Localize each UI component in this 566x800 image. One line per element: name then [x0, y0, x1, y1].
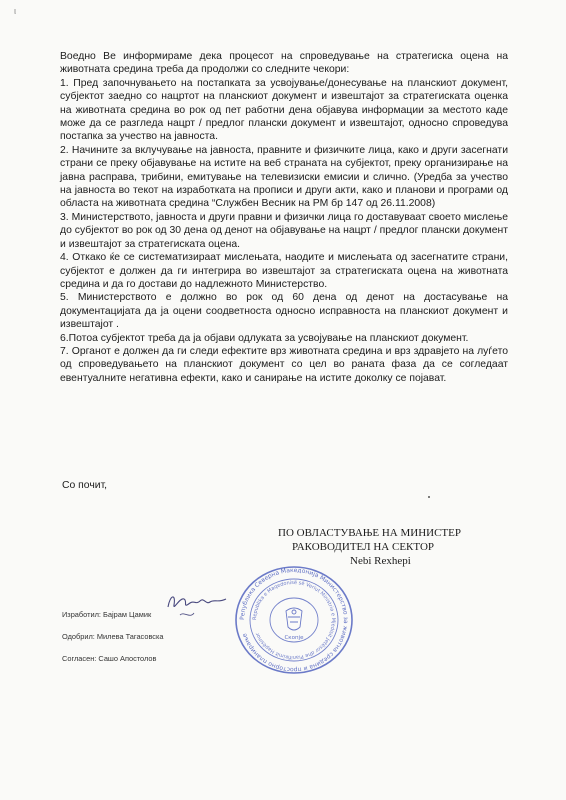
- document-body: [60, 50, 508, 385]
- signature-block: [278, 526, 518, 568]
- intro-paragraph: Воедно Ве информираме дека процесот на спроведување на стратегиска оцена на животната средина треба да продолжи со следните чекори:: [60, 51, 508, 76]
- signatory-name: Nebi Rexhepi: [350, 555, 411, 567]
- approved-by: Одобрил: Милева Тагасовска: [62, 632, 164, 641]
- stamp-outer-text: Република Северна Македонија Министерство за животна средина и просторно планирање: [238, 566, 350, 674]
- step-3: 3. Министерството, јавноста и други правни и физички лица го доставуваат своето мислење до субјектот во рок од 30 дена од денот на објавување на нацрт / предлог плански документ и извештајот за стратегиската оцена.: [60, 211, 508, 250]
- step-5: 5. Министерството е должно во рок од 60 дена од денот на достасување на документацијата да ја оцени соодветноста односно исправноста на планскиот документ и извештајот .: [60, 292, 508, 331]
- approval-footer: [62, 604, 163, 670]
- official-stamp: [230, 565, 358, 675]
- prepared-by: Изработил: Бајрам Цамик: [62, 610, 152, 619]
- svg-text:Republika e Maqedonisë së Veri: [252, 580, 336, 660]
- agreed-by: Согласен: Сашо Апостолов: [62, 654, 157, 663]
- ink-speck: [428, 496, 430, 498]
- step-2: 2. Начините за вклучување на јавноста, правните и физичките лица, како и други засегнати страни се преку објавување на истите на веб страната на субјектот, преку организирање на јавна расправа, трибини, емитување на телевизиски емисии и слично. (Уредба за учество на јавноста во текот на изработката на прописи и други акти, како и планови и програми од областа на животната средина “Службен Весник на РМ бр 147 од 26.11.2008): [60, 144, 508, 210]
- coat-of-arms-icon: [286, 608, 302, 630]
- corner-mark: ι: [14, 6, 16, 16]
- stamp-center-text: Скопје: [284, 635, 304, 641]
- stamp-inner-text: Republika e Maqedonisë së Veriut Ministria e Mjedisit Jetësor dhe Planifikimit Hapësinor: [251, 579, 337, 661]
- step-6: 6.Потоа субјектот треба да ја објави одлуката за усвојување на планскиот документ.: [60, 332, 469, 344]
- closing-salutation: Со почит,: [62, 480, 108, 491]
- step-7: 7. Органот е должен да ги следи ефектите врз животната средина и врз здравјето на луѓето од спроведувањето на планскиот документ со цел во раната фаза да се согледаат евентуалните негативна ефекти, како и санирање на истите доколку се појават.: [60, 345, 508, 384]
- signature-title-2: РАКОВОДИТЕЛ НА СЕКТОР: [292, 541, 435, 553]
- signature-title-1: ПО ОВЛАСТУВАЊЕ НА МИНИСТЕР: [278, 527, 461, 539]
- step-4: 4. Откако ќе се систематизираат мислењата, наодите и мислењата од засегнатите страни, субјектот е должен да ги интегрира во извештајот за стратегиската оцена на животната средина и да го достави до надлежното Министерство.: [60, 252, 508, 290]
- step-1: 1. Пред започнувањето на постапката за усвојување/донесување на планскиот документ, субјектот заедно со нацртот на планскиот документ и извештајот за стратегиската оценка на животната средина во рок од пет работни дена објавува информации за местото каде може да се разгледа нацрт / предлог плански документ и извештајот, односно спроведува постапка за учество на јавноста.: [60, 77, 508, 143]
